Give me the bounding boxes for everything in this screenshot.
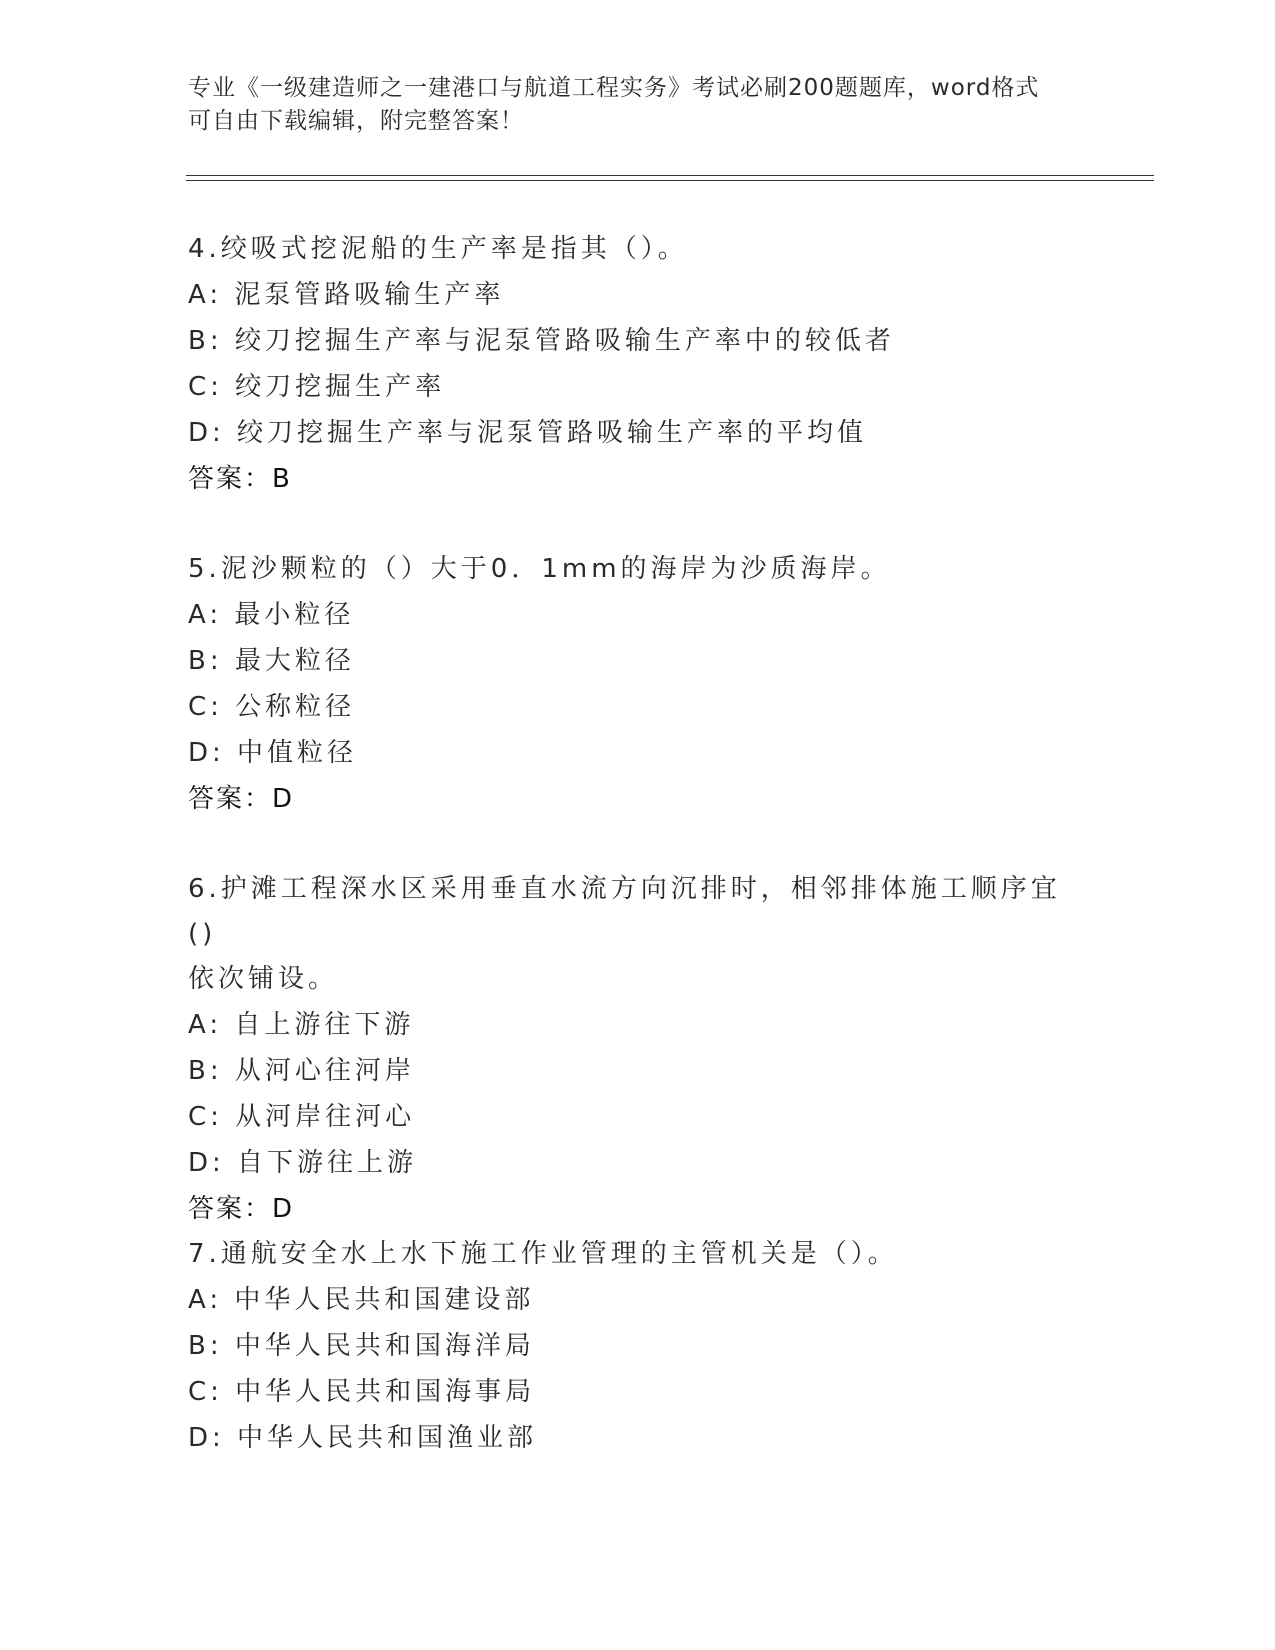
- option-c: C: 从河岸往河心: [188, 1102, 416, 1132]
- header-line-1: 专业《一级建造师之一建港口与航道工程实务》考试必刷200题题库，word格式: [188, 75, 1040, 101]
- option-a: A: 中华人民共和国建设部: [188, 1285, 535, 1315]
- option-a: A: 自上游往下游: [188, 1010, 415, 1040]
- option-c: C: 绞刀挖掘生产率: [188, 372, 446, 402]
- question-stem-continuation: 依次铺设。: [188, 964, 339, 994]
- option-d: D: 中值粒径: [188, 738, 358, 768]
- option-b: B: 中华人民共和国海洋局: [188, 1331, 535, 1361]
- option-c: C: 中华人民共和国海事局: [188, 1377, 536, 1407]
- answer-line: 答案：B: [188, 464, 292, 494]
- option-c: C: 公称粒径: [188, 692, 356, 722]
- answer-line: 答案：D: [188, 784, 295, 814]
- document-header: [188, 72, 1088, 138]
- option-a: A: 泥泵管路吸输生产率: [188, 280, 505, 310]
- header-divider-bottom: [186, 180, 1154, 181]
- option-b: B: 从河心往河岸: [188, 1056, 415, 1086]
- question-7: [188, 1232, 1088, 1461]
- question-6: [188, 867, 1088, 1232]
- option-a: A: 最小粒径: [188, 600, 355, 630]
- answer-line: 答案：D: [188, 1194, 295, 1224]
- question-stem: 7.通航安全水上水下施工作业管理的主管机关是（）。: [188, 1239, 898, 1269]
- option-b: B: 绞刀挖掘生产率与泥泵管路吸输生产率中的较低者: [188, 326, 895, 356]
- question-stem: 4.绞吸式挖泥船的生产率是指其（）。: [188, 234, 688, 264]
- option-d: D: 自下游往上游: [188, 1148, 418, 1178]
- header-divider-top: [186, 175, 1154, 176]
- header-line-2: 可自由下载编辑，附完整答案！: [188, 108, 524, 134]
- question-4: [188, 227, 1088, 502]
- option-d: D: 绞刀挖掘生产率与泥泵管路吸输生产率的平均值: [188, 418, 868, 448]
- question-stem: 6.护滩工程深水区采用垂直水流方向沉排时，相邻排体施工顺序宜(): [188, 874, 1061, 949]
- option-b: B: 最大粒径: [188, 646, 355, 676]
- question-stem: 5.泥沙颗粒的（）大于0．1mm的海岸为沙质海岸。: [188, 554, 891, 584]
- option-d: D: 中华人民共和国渔业部: [188, 1423, 538, 1453]
- question-5: [188, 547, 1088, 822]
